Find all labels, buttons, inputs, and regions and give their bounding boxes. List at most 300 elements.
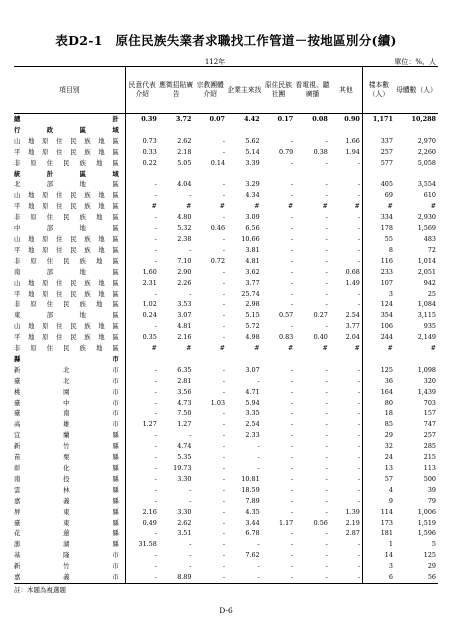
table-cell: - [325, 322, 328, 331]
table-cell: 0.39 [125, 114, 159, 125]
table-cell: - [257, 562, 260, 571]
table-cell: - [257, 442, 260, 451]
table-cell: - [189, 496, 192, 505]
col-header-sample: 樣本數（人） [362, 67, 395, 114]
table-cell: - [325, 398, 328, 407]
table-cell: 31.58 [125, 539, 159, 550]
table-cell: 3.29 [245, 180, 260, 189]
col-header-employer: 企業主來找 [227, 67, 262, 114]
table-cell: - [125, 485, 159, 496]
row-label-text: 統 計 區 域 [14, 169, 119, 178]
col-header-population: 母體數（人） [395, 67, 438, 114]
table-cell: 2.19 [345, 518, 360, 527]
table-cell: - [125, 223, 159, 234]
table-cell: 1,439 [417, 387, 436, 396]
row-label: 彰化縣 [14, 464, 119, 472]
table-cell [330, 125, 363, 136]
table-cell: - [125, 474, 159, 485]
table-cell: - [222, 267, 226, 276]
table-cell: 19.73 [173, 464, 192, 472]
row-label: 非原住民族地區 [14, 158, 119, 167]
table-cell [262, 354, 296, 365]
table-row [14, 147, 438, 158]
table-cell: 1,596 [417, 529, 436, 538]
table-cell: 39 [427, 485, 436, 494]
table-row [14, 223, 438, 234]
table-row [14, 267, 438, 278]
table-cell: # [354, 344, 360, 353]
table-cell: - [291, 540, 294, 549]
table-cell: - [125, 256, 159, 267]
table-cell: 4.04 [177, 180, 192, 189]
table-cell [193, 354, 227, 365]
table-cell: - [125, 245, 159, 256]
table-cell: - [291, 267, 294, 276]
table-cell [125, 354, 159, 365]
row-label: 平地原住民族地區 [14, 245, 119, 254]
table-cell: 0.33 [125, 147, 159, 158]
table-cell: - [325, 540, 328, 549]
table-cell: - [325, 158, 328, 167]
table-cell: 3.72 [175, 115, 192, 123]
table-cell: 10.81 [241, 474, 260, 483]
row-label: 新竹縣 [14, 442, 119, 451]
table-cell: - [357, 158, 360, 167]
table-cell: 1 [362, 539, 395, 550]
table-cell: - [222, 191, 226, 200]
table-cell: 1.27 [177, 420, 192, 429]
table-cell: 178 [362, 223, 395, 234]
table-cell: 483 [423, 234, 436, 243]
table-cell: 10.66 [241, 234, 260, 243]
table-cell: 1.66 [345, 136, 360, 145]
table-cell: 2.26 [177, 278, 192, 287]
col-header-indigenous-org: 原住民族社團 [262, 67, 296, 114]
row-label: 臺東縣 [14, 518, 119, 527]
table-cell: - [325, 529, 328, 538]
table-cell: 0.40 [313, 333, 328, 342]
unit-label: 單位：%、人 [394, 58, 436, 66]
table-cell: 7.89 [245, 496, 260, 505]
table-row [14, 169, 438, 180]
table-cell: 14 [362, 550, 395, 561]
table-cell: - [125, 289, 159, 300]
row-label: 中部地區 [14, 224, 119, 233]
table-cell: - [325, 442, 328, 451]
table-cell: 3.56 [177, 387, 192, 396]
table-cell [262, 169, 296, 180]
table-cell: 0.38 [313, 147, 328, 156]
table-row [14, 354, 438, 365]
table-cell: 4.42 [244, 115, 260, 123]
table-cell [159, 169, 194, 180]
table-cell: 6.56 [245, 224, 260, 233]
table-cell: 1,569 [417, 224, 436, 233]
table-cell: - [357, 464, 360, 472]
table-cell: 164 [362, 387, 395, 398]
table-cell: - [125, 572, 159, 583]
table-cell: 173 [362, 518, 395, 529]
table-cell: 18.59 [241, 485, 260, 494]
table-cell: 7.10 [177, 256, 192, 265]
row-label-text: 縣 市 [14, 354, 119, 363]
table-cell: 72 [427, 245, 436, 254]
row-label-text: 行 政 區 域 [14, 125, 119, 134]
survey-year: 112年 [204, 58, 226, 66]
table-cell: - [125, 212, 159, 223]
table-cell: - [357, 180, 360, 189]
table-cell: - [189, 289, 192, 298]
table-cell: - [357, 234, 360, 243]
table-cell: - [222, 420, 226, 429]
table-row [14, 572, 438, 583]
table-cell: 1.17 [278, 518, 294, 527]
table-cell: 13 [362, 463, 395, 474]
table-row [14, 289, 438, 300]
table-cell: - [189, 562, 192, 571]
table-cell: - [325, 365, 328, 374]
table-cell [295, 354, 330, 365]
table-cell: - [325, 387, 328, 396]
table-cell: 5 [431, 540, 436, 549]
row-label: 非原住民族地區 [14, 300, 119, 309]
table-cell: 2.31 [125, 278, 159, 289]
table-cell: - [330, 572, 363, 583]
table-cell: - [125, 365, 159, 376]
row-label: 平地原住民族地區 [14, 333, 119, 342]
table-cell: 0.57 [278, 311, 294, 320]
table-cell: - [262, 572, 296, 583]
table-cell [125, 125, 159, 136]
table-cell: 2.16 [177, 333, 192, 342]
row-label: 宜蘭縣 [14, 431, 119, 440]
table-row [14, 278, 438, 289]
table-cell: 3.07 [177, 311, 192, 320]
table-cell: 0.22 [125, 158, 159, 169]
table-cell [395, 354, 438, 365]
table-row [14, 430, 438, 441]
table-cell: # [430, 202, 436, 211]
row-label [14, 169, 125, 180]
table-cell: 3.44 [245, 518, 260, 527]
table-row [14, 321, 438, 332]
row-label: 南投縣 [14, 474, 119, 483]
table-cell: 233 [362, 267, 395, 278]
table-row [14, 234, 438, 245]
table-cell: - [291, 322, 294, 331]
table-cell: - [357, 213, 360, 222]
table-cell: - [189, 245, 192, 254]
row-label: 山地原住民族地區 [14, 278, 119, 287]
table-row [14, 343, 438, 354]
row-label: 平地原住民族地區 [14, 202, 119, 211]
table-cell: - [189, 431, 192, 440]
table-cell: - [325, 136, 328, 145]
table-cell: 4.34 [245, 191, 260, 200]
table-cell: 2.62 [177, 136, 192, 145]
table-cell: - [295, 572, 330, 583]
table-cell: - [222, 387, 226, 396]
table-cell: - [325, 267, 328, 276]
table-cell: - [325, 224, 328, 233]
table-row [14, 136, 438, 147]
table-cell: 2,260 [417, 147, 436, 156]
table-cell: 69 [362, 190, 395, 201]
table-cell: - [291, 507, 294, 516]
row-label: 平地原住民族地區 [14, 147, 119, 156]
table-cell: # [287, 202, 294, 211]
table-cell: - [325, 551, 328, 560]
table-cell: 0.46 [210, 224, 226, 233]
table-cell: 4.81 [245, 256, 260, 265]
table-cell: - [291, 387, 294, 396]
table-cell: 4.98 [245, 333, 260, 342]
table-cell: - [125, 321, 159, 332]
table-cell: 3.81 [245, 245, 260, 254]
table-cell: - [291, 180, 294, 189]
table-cell [159, 354, 194, 365]
table-title: 表D2-1 原住民族失業者求職找工作管道－按地區別分(續) [55, 33, 397, 48]
table-cell: - [325, 464, 328, 472]
table-row [14, 190, 438, 201]
table-cell [362, 354, 395, 365]
table-cell: 116 [362, 256, 395, 267]
table-cell: - [222, 529, 226, 538]
table-cell: - [291, 529, 294, 538]
table-cell [227, 169, 262, 180]
table-cell: - [291, 289, 294, 298]
table-cell: 3.77 [345, 322, 360, 331]
table-cell: - [357, 191, 360, 200]
table-cell: 257 [423, 431, 436, 440]
table-row [14, 365, 438, 376]
table-row [14, 332, 438, 343]
table-cell: 1,084 [417, 300, 436, 309]
table-cell: - [222, 376, 226, 385]
table-cell: - [357, 442, 360, 451]
table-cell: - [222, 322, 226, 331]
table-cell: - [257, 540, 260, 549]
table-cell: - [325, 213, 328, 222]
table-cell: 285 [423, 442, 436, 451]
table-cell: 32 [362, 441, 395, 452]
table-cell: 3.30 [177, 507, 192, 516]
table-cell: - [357, 224, 360, 233]
table-cell: - [291, 409, 294, 418]
table-cell: - [222, 540, 226, 549]
table-cell: # [287, 344, 294, 353]
table-cell: - [357, 398, 360, 407]
table-cell: 5.05 [177, 158, 192, 167]
col-header-representative: 民意代表介紹 [125, 67, 159, 114]
table-cell: - [291, 562, 294, 571]
table-row [14, 561, 438, 572]
table-cell: - [357, 300, 360, 309]
table-cell: - [291, 158, 294, 167]
table-cell: - [291, 376, 294, 385]
table-cell: 942 [423, 278, 436, 287]
table-row [14, 539, 438, 550]
table-cell: 747 [423, 420, 436, 429]
table-cell: 113 [423, 464, 436, 472]
table-cell: - [325, 191, 328, 200]
table-cell: 354 [362, 310, 395, 321]
table-cell: 0.14 [210, 158, 226, 167]
footnote: 註：本題為複選題 [14, 586, 66, 594]
table-cell: - [357, 365, 360, 374]
table-cell: - [125, 452, 159, 463]
table-cell: 3,554 [417, 180, 436, 189]
table-cell: - [357, 540, 360, 549]
row-label: 澎湖縣 [14, 540, 119, 549]
col-header-ads: 應徵招貼廣告 [159, 67, 194, 114]
table-cell: 2,970 [417, 136, 436, 145]
table-cell: # [254, 344, 260, 353]
table-cell: 4.80 [177, 213, 192, 222]
table-cell: 2.90 [177, 267, 192, 276]
table-cell: 2,930 [417, 213, 436, 222]
table-cell: - [357, 453, 360, 462]
row-label: 高雄市 [14, 420, 119, 429]
table-cell: - [291, 136, 294, 145]
table-cell: - [291, 442, 294, 451]
table-cell: 6 [362, 572, 395, 583]
table-cell: - [325, 256, 328, 265]
table-cell [262, 125, 296, 136]
col-header-religious: 宗教團體介紹 [193, 67, 227, 114]
table-cell: 2.16 [125, 507, 159, 518]
table-cell: - [222, 289, 226, 298]
table-cell: - [222, 453, 226, 462]
row-label-text: 總 計 [14, 115, 119, 123]
table-cell: - [357, 420, 360, 429]
table-cell: 29 [362, 430, 395, 441]
table-cell: - [291, 234, 294, 243]
table-cell: 7.50 [177, 409, 192, 418]
table-cell: 80 [362, 398, 395, 409]
table-cell: - [222, 518, 226, 527]
row-label: 山地原住民族地區 [14, 234, 119, 243]
table-cell: - [125, 550, 159, 561]
table-cell: # [362, 343, 395, 354]
table-body [14, 114, 438, 584]
table-cell: - [291, 474, 294, 483]
table-cell: - [227, 572, 262, 583]
row-label [14, 354, 125, 365]
table-cell: 10,288 [411, 115, 436, 123]
row-label: 屏東縣 [14, 507, 119, 516]
table-cell: - [325, 453, 328, 462]
table-cell: 3 [362, 561, 395, 572]
table-cell: - [125, 430, 159, 441]
table-cell: 334 [362, 212, 395, 223]
table-cell: - [325, 485, 328, 494]
table-cell: 1.94 [345, 147, 360, 156]
table-row [14, 398, 438, 409]
table-row [14, 256, 438, 267]
table-cell [227, 354, 262, 365]
table-cell: 337 [362, 136, 395, 147]
table-cell [227, 125, 262, 136]
table-cell: 5.32 [177, 224, 192, 233]
table-cell: 3.35 [245, 409, 260, 418]
table-cell: 3.09 [245, 213, 260, 222]
table-cell: - [325, 300, 328, 309]
table-cell: 56 [395, 572, 438, 583]
table-cell: 24 [362, 452, 395, 463]
table-cell: # [125, 201, 159, 212]
row-label: 平地原住民族地區 [14, 289, 119, 298]
col-header-region: 項目別 [14, 67, 125, 114]
table-cell [159, 125, 194, 136]
table-cell: 107 [362, 278, 395, 289]
table-cell: 4.71 [245, 387, 260, 396]
table-cell: - [357, 431, 360, 440]
col-header-other: 其他 [330, 67, 363, 114]
table-cell: - [222, 234, 226, 243]
table-cell: - [125, 441, 159, 452]
table-cell: 0.17 [277, 115, 294, 123]
table-row [14, 441, 438, 452]
table-cell: - [357, 376, 360, 385]
table-cell: 2.33 [245, 431, 260, 440]
table-cell: # [430, 344, 436, 353]
table-cell [295, 169, 330, 180]
table-cell: 18 [362, 408, 395, 419]
table-cell: - [222, 278, 226, 287]
table-cell: 0.90 [344, 115, 360, 123]
table-cell: 36 [362, 376, 395, 387]
table-cell: - [325, 376, 328, 385]
table-cell: 2.98 [245, 300, 260, 309]
table-cell: 2.54 [345, 311, 360, 320]
row-label: 非原住民族地區 [14, 213, 119, 222]
row-label: 北部地區 [14, 180, 119, 189]
table-cell: - [222, 431, 226, 440]
table-cell: 114 [362, 507, 395, 518]
table-row [14, 507, 438, 518]
table-row [14, 179, 438, 190]
table-cell: 1.02 [125, 299, 159, 310]
table-cell: - [325, 431, 328, 440]
table-cell: 0.08 [312, 115, 328, 123]
table-cell: 3.30 [177, 474, 192, 483]
row-label: 山地原住民族地區 [14, 136, 119, 145]
table-cell [193, 169, 227, 180]
table-cell: 8.89 [159, 572, 194, 583]
table-cell: 3.53 [177, 300, 192, 309]
table-cell: 0.72 [210, 256, 226, 265]
table-cell: - [291, 224, 294, 233]
table-cell: # [354, 202, 360, 211]
row-label: 桃園市 [14, 387, 119, 396]
row-label: 花蓮縣 [14, 529, 119, 538]
row-label: 雲林縣 [14, 485, 119, 494]
row-label: 臺南市 [14, 409, 119, 418]
table-row [14, 158, 438, 169]
row-label [14, 125, 125, 136]
table-row [14, 474, 438, 485]
table-cell: 3.07 [245, 365, 260, 374]
table-cell: - [291, 256, 294, 265]
table-cell: - [291, 191, 294, 200]
table-cell: # [186, 202, 192, 211]
table-row [14, 125, 438, 136]
table-cell: 0.68 [345, 267, 360, 276]
table-cell: 1,519 [417, 518, 436, 527]
table-cell: # [254, 202, 260, 211]
table-cell: - [357, 387, 360, 396]
